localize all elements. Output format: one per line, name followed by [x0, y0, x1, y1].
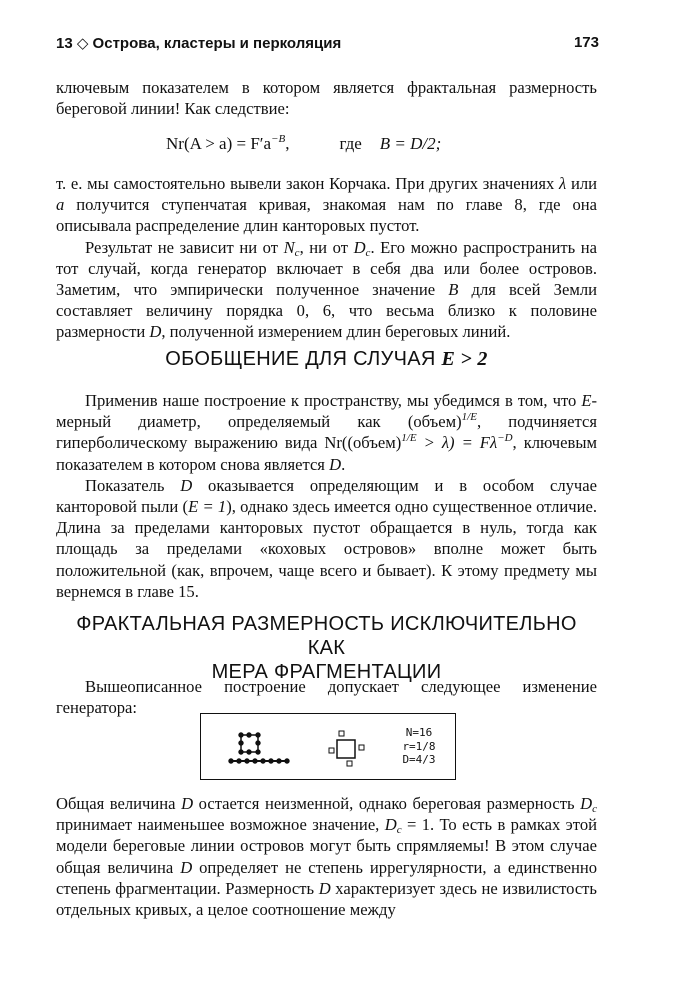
page-number: 173	[573, 34, 599, 51]
text-run: , ключевым показателем в котором снова является	[56, 433, 597, 474]
point	[277, 759, 281, 763]
heading-line-2: МЕРА ФРАГМЕНТАЦИИ	[211, 661, 442, 683]
text-run: , подчиняется гиперболическому выражению вида Nr((объем)	[56, 412, 597, 453]
text-run: , ни от	[299, 237, 354, 257]
math-D: D	[353, 237, 366, 257]
running-header	[56, 34, 599, 56]
math-E-equals-1: E = 1	[188, 497, 227, 517]
small-island	[347, 761, 352, 766]
text-run: или	[566, 174, 597, 193]
formula-lhs: Nr(A > a) = F′a	[166, 134, 272, 153]
para1-text: ключевым показателем в котором является фрактальная размерность береговой линии! Как следствие:	[56, 78, 597, 119]
point	[256, 733, 260, 737]
point	[239, 750, 243, 754]
para6-text: Вышеописанное построение допускает следующее изменение генератора:	[56, 677, 597, 718]
parameter-r: r=1/8	[402, 739, 436, 753]
text-run: . То есть в рамках этой модели береговые линии островов могут быть спрямляемы! В этом случае общая величина	[56, 815, 598, 877]
point	[269, 759, 273, 763]
point	[285, 759, 289, 763]
formula-lhs-exponent: −B	[271, 133, 286, 145]
small-island	[339, 731, 344, 736]
text-run: -мерный диаметр, определяемый как (объем)	[56, 391, 597, 432]
paragraph-1	[56, 77, 597, 119]
formula-korchak	[166, 134, 441, 154]
text-run: остается неизменной, однако береговая размерность	[193, 794, 581, 813]
formula-comma: ,	[285, 134, 290, 153]
point	[239, 733, 243, 737]
math-D: D	[180, 475, 193, 495]
math-D: D	[384, 815, 397, 835]
text-run: . Его можно распространить на тот случай, когда генератор включает в себя два или более островов. Заметим, что эмпирически полученное значение	[56, 237, 597, 300]
math-equals-one: = 1	[401, 815, 431, 835]
small-island	[329, 748, 334, 753]
math-subscript: c	[396, 824, 402, 837]
math-E: E	[581, 391, 592, 410]
text-run: принимает наименьшее возможное значение,	[56, 815, 385, 835]
point	[229, 759, 233, 763]
section-heading-fragmentation	[56, 612, 597, 684]
chapter-title: 13 ◇ Острова, кластеры и перколяция	[56, 35, 342, 52]
text-run: определяет не степень иррегулярности, а единственно степень фрагментации. Размерность	[56, 857, 598, 898]
text-run: ), однако здесь имеется одно существенное отличие. Длина за пределами канторовых пустот обращается в нуль, тогда как площадь за пределами «коховых островов» вполне может быть положительной (как, впрочем, чаще всего и бывает). К этому предмету мы вернемся в главе 15.	[56, 497, 597, 601]
paragraph-7	[56, 793, 597, 920]
paragraph-4	[56, 390, 597, 602]
heading-text: ОБОБЩЕНИЕ ДЛЯ СЛУЧАЯ	[165, 348, 442, 370]
para5-text	[56, 475, 597, 602]
central-island	[337, 740, 355, 758]
text-run: Применив наше построение к пространству, мы убедимся в том, что	[85, 391, 582, 410]
para4-text	[56, 390, 597, 475]
point	[247, 733, 251, 737]
math-D: D	[318, 878, 331, 898]
math-exponent: 1/E	[461, 411, 477, 424]
math-exponent: 1/E	[401, 432, 417, 445]
text-run: , полученной измерением длин береговых линий.	[161, 322, 511, 342]
point	[239, 741, 243, 745]
heading-math: E > 2	[441, 348, 488, 370]
small-island	[359, 745, 364, 750]
math-N: N	[283, 237, 295, 257]
math-D: D	[180, 857, 193, 877]
math-a: a	[56, 195, 65, 215]
para3-text	[56, 237, 597, 343]
math-subscript: c	[365, 246, 371, 259]
parameter-N: N=16	[405, 726, 433, 739]
math-lambda: λ	[559, 174, 567, 193]
math-B: B	[448, 280, 459, 300]
point	[253, 759, 257, 763]
generator-islands	[329, 731, 364, 766]
text-run: Показатель	[85, 475, 181, 495]
math-D: D	[580, 794, 593, 813]
math-D: D	[329, 454, 342, 474]
paragraph-2	[56, 173, 597, 343]
text-run: т. е. мы самостоятельно вывели закон Корчака. При других значениях	[56, 174, 560, 193]
formula-rhs: B = D/2;	[379, 134, 442, 153]
text-run: оказывается определяющим и в особом случае канторовой пыли (	[56, 475, 598, 517]
formula-word: где	[339, 134, 362, 153]
section-heading-generalization	[56, 347, 597, 371]
text-run: Общая величина	[56, 794, 182, 813]
point	[261, 759, 265, 763]
math-subscript: c	[592, 803, 598, 815]
math-subscript: c	[294, 246, 300, 259]
point	[256, 750, 260, 754]
text-run: получится ступенчатая кривая, знакомая нам по главе 8, где она описывала распределение длин канторовых пустот.	[56, 195, 597, 236]
math-exponent: −D	[497, 432, 513, 445]
generator-line-with-square	[229, 733, 289, 763]
generator-parameters	[393, 726, 445, 767]
para2-text	[56, 173, 597, 237]
point	[237, 759, 241, 763]
point	[247, 750, 251, 754]
point	[256, 741, 260, 745]
text-run: .	[341, 454, 346, 474]
text-run: характеризует здесь не извилистость отдельных кривых, а целое соотношение между	[56, 878, 598, 920]
text-run: для всей Земли составляет величину порядка 0, 6, что весьма близко к половине размерности	[56, 280, 597, 342]
math-D: D	[181, 794, 194, 813]
para7-text	[56, 793, 597, 920]
point	[245, 759, 249, 763]
math-expression: > λ) = Fλ	[416, 433, 498, 453]
heading-line-1: ФРАКТАЛЬНАЯ РАЗМЕРНОСТЬ ИСКЛЮЧИТЕЛЬНО КАК	[76, 613, 577, 659]
parameter-D: D=4/3	[402, 753, 436, 766]
math-D: D	[149, 322, 162, 342]
text-run: Результат не зависит ни от	[85, 237, 284, 257]
